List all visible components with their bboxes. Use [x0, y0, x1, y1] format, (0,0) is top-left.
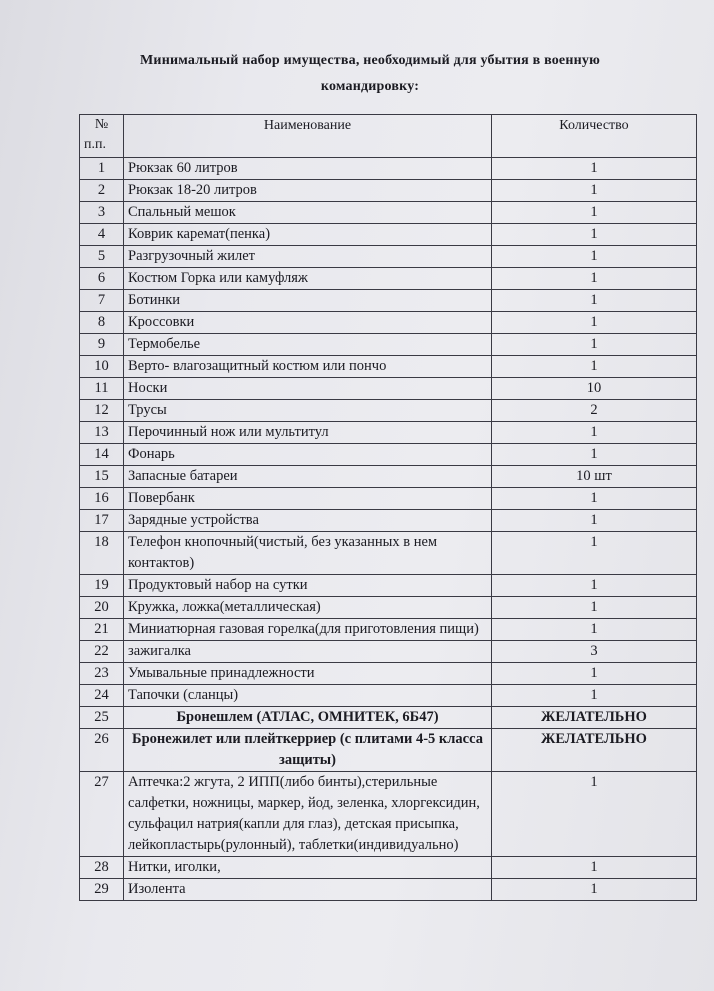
row-quantity: 1 [492, 158, 697, 180]
row-item-name: Умывальные принадлежности [124, 663, 492, 685]
row-item-name: Бронежилет или плейткерриер (с плитами 4-5 класса защиты) [124, 729, 492, 772]
table-row [80, 772, 697, 857]
row-number: 15 [80, 466, 124, 488]
row-item-name: Разгрузочный жилет [124, 246, 492, 268]
row-quantity: 3 [492, 641, 697, 663]
table-row [80, 857, 697, 879]
table-row [80, 246, 697, 268]
table-body [80, 158, 697, 901]
table-row [80, 290, 697, 312]
table-row [80, 334, 697, 356]
table-row [80, 180, 697, 202]
table-row [80, 575, 697, 597]
row-quantity: 1 [492, 488, 697, 510]
row-item-name: Тапочки (сланцы) [124, 685, 492, 707]
row-number: 2 [80, 180, 124, 202]
row-quantity: 1 [492, 202, 697, 224]
row-item-name: Фонарь [124, 444, 492, 466]
row-quantity: 1 [492, 246, 697, 268]
row-quantity: 1 [492, 312, 697, 334]
row-item-name: Носки [124, 378, 492, 400]
table-row [80, 619, 697, 641]
row-item-name: Спальный мешок [124, 202, 492, 224]
row-quantity: ЖЕЛАТЕЛЬНО [492, 729, 697, 772]
row-number: 27 [80, 772, 124, 857]
row-item-name: Бронешлем (АТЛАС, ОМНИТЕК, 6Б47) [124, 707, 492, 729]
row-number: 22 [80, 641, 124, 663]
table-row [80, 707, 697, 729]
row-number: 29 [80, 879, 124, 901]
row-number: 28 [80, 857, 124, 879]
row-number: 21 [80, 619, 124, 641]
header-number: № п.п. [80, 115, 124, 158]
row-number: 10 [80, 356, 124, 378]
row-number: 23 [80, 663, 124, 685]
row-item-name: Аптечка:2 жгута, 2 ИПП(либо бинты),стерильные салфетки, ножницы, маркер, йод, зеленка, хлоргексидин, сульфацил натрия(капли для глаз), детская присыпка, лейкопластырь(рулонный), таблетки(индивидуально) [124, 772, 492, 857]
row-number: 3 [80, 202, 124, 224]
row-quantity: 1 [492, 334, 697, 356]
row-quantity: 1 [492, 268, 697, 290]
row-number: 5 [80, 246, 124, 268]
row-number: 24 [80, 685, 124, 707]
row-number: 25 [80, 707, 124, 729]
row-item-name: Изолента [124, 879, 492, 901]
row-number: 4 [80, 224, 124, 246]
document-title [70, 48, 670, 100]
table-row [80, 224, 697, 246]
row-item-name: Коврик каремат(пенка) [124, 224, 492, 246]
table-row [80, 356, 697, 378]
row-quantity: 1 [492, 597, 697, 619]
row-number: 8 [80, 312, 124, 334]
table-row [80, 729, 697, 772]
table-row [80, 312, 697, 334]
row-number: 18 [80, 532, 124, 575]
table-row [80, 641, 697, 663]
table-header-row [80, 115, 697, 158]
row-quantity: ЖЕЛАТЕЛЬНО [492, 707, 697, 729]
row-number: 16 [80, 488, 124, 510]
table-row [80, 444, 697, 466]
row-quantity: 1 [492, 444, 697, 466]
row-number: 11 [80, 378, 124, 400]
row-quantity: 1 [492, 180, 697, 202]
table-row [80, 400, 697, 422]
row-item-name: Термобелье [124, 334, 492, 356]
row-item-name: Рюкзак 60 литров [124, 158, 492, 180]
row-quantity: 10 шт [492, 466, 697, 488]
table-row [80, 879, 697, 901]
row-item-name: Кружка, ложка(металлическая) [124, 597, 492, 619]
row-quantity: 10 [492, 378, 697, 400]
row-item-name: Телефон кнопочный(чистый, без указанных в нем контактов) [124, 532, 492, 575]
row-quantity: 1 [492, 857, 697, 879]
row-number: 12 [80, 400, 124, 422]
table-row [80, 488, 697, 510]
table-row [80, 663, 697, 685]
row-item-name: Кроссовки [124, 312, 492, 334]
table-row [80, 202, 697, 224]
row-item-name: Рюкзак 18-20 литров [124, 180, 492, 202]
row-number: 14 [80, 444, 124, 466]
row-number: 20 [80, 597, 124, 619]
row-item-name: Миниатюрная газовая горелка(для приготовления пищи) [124, 619, 492, 641]
table-row [80, 422, 697, 444]
row-quantity: 1 [492, 772, 697, 857]
row-number: 26 [80, 729, 124, 772]
table-row [80, 158, 697, 180]
row-number: 13 [80, 422, 124, 444]
row-number: 1 [80, 158, 124, 180]
row-quantity: 1 [492, 510, 697, 532]
row-number: 19 [80, 575, 124, 597]
row-quantity: 1 [492, 879, 697, 901]
row-quantity: 1 [492, 663, 697, 685]
header-name: Наименование [124, 115, 492, 158]
table-row [80, 378, 697, 400]
row-quantity: 2 [492, 400, 697, 422]
row-number: 7 [80, 290, 124, 312]
title-line-2: командировку: [320, 79, 420, 94]
row-item-name: Повербанк [124, 488, 492, 510]
table-row [80, 597, 697, 619]
row-number: 17 [80, 510, 124, 532]
row-item-name: Трусы [124, 400, 492, 422]
header-quantity: Количество [492, 115, 697, 158]
equipment-table [79, 114, 697, 901]
row-quantity: 1 [492, 356, 697, 378]
row-quantity: 1 [492, 224, 697, 246]
row-item-name: Нитки, иголки, [124, 857, 492, 879]
table-row [80, 510, 697, 532]
row-item-name: Зарядные устройства [124, 510, 492, 532]
table-row [80, 685, 697, 707]
row-item-name: Запасные батареи [124, 466, 492, 488]
table-row [80, 466, 697, 488]
row-item-name: зажигалка [124, 641, 492, 663]
table-row [80, 268, 697, 290]
title-line-1: Минимальный набор имущества, необходимый для убытия в военную [140, 53, 600, 68]
row-item-name: Продуктовый набор на сутки [124, 575, 492, 597]
row-quantity: 1 [492, 619, 697, 641]
table-row [80, 532, 697, 575]
row-quantity: 1 [492, 532, 697, 575]
row-quantity: 1 [492, 575, 697, 597]
row-quantity: 1 [492, 422, 697, 444]
row-item-name: Перочинный нож или мультитул [124, 422, 492, 444]
row-item-name: Ботинки [124, 290, 492, 312]
row-item-name: Костюм Горка или камуфляж [124, 268, 492, 290]
row-quantity: 1 [492, 685, 697, 707]
row-item-name: Верто- влагозащитный костюм или пончо [124, 356, 492, 378]
row-number: 6 [80, 268, 124, 290]
row-number: 9 [80, 334, 124, 356]
row-quantity: 1 [492, 290, 697, 312]
